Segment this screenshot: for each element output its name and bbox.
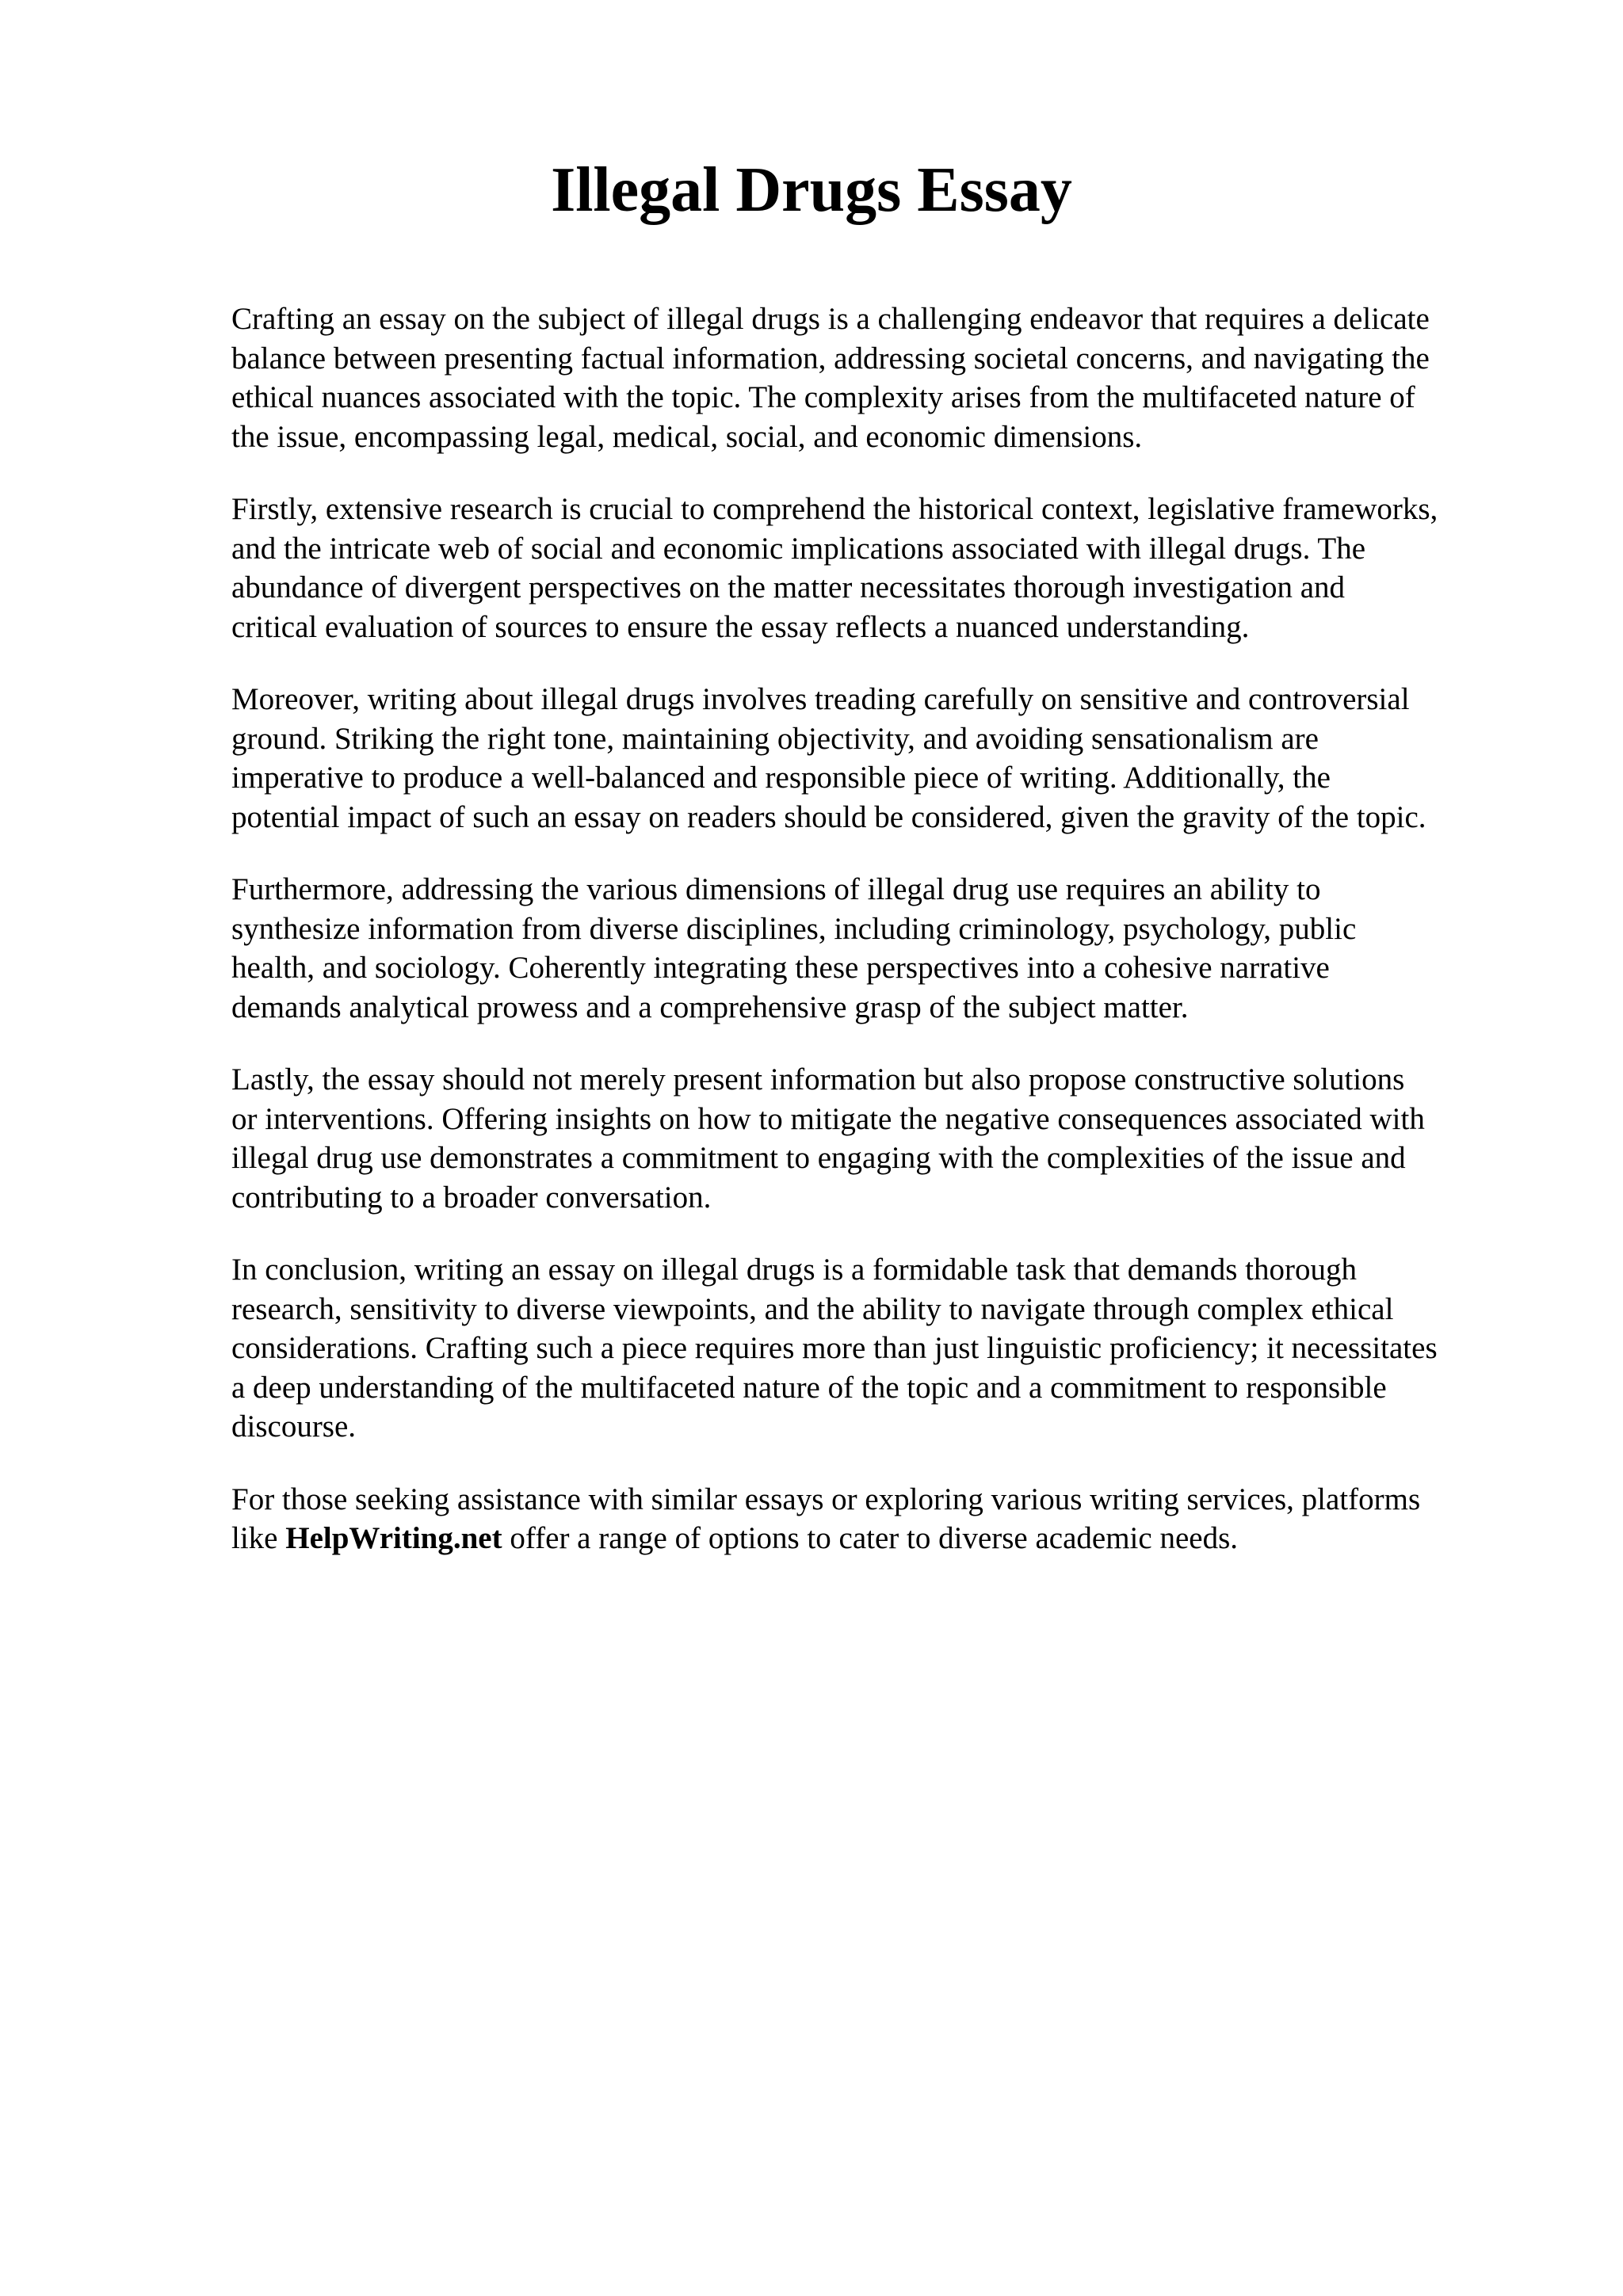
paragraph-3 <box>231 680 1531 837</box>
paragraph-line: synthesize information from diverse disciplines, including criminology, psychology, public <box>231 911 1357 946</box>
closing-prefix: like <box>231 1521 286 1555</box>
paragraph-line: critical evaluation of sources to ensure the essay reflects a nuanced understanding. <box>231 609 1250 644</box>
paragraph-line: discourse. <box>231 1409 357 1444</box>
paragraph-line: In conclusion, writing an essay on illegal drugs is a formidable task that demands thorough <box>231 1253 1357 1287</box>
paragraph-line: and the intricate web of social and economic implications associated with illegal drugs. The <box>231 531 1366 566</box>
paragraph-line: balance between presenting factual information, addressing societal concerns, and navigating the <box>231 341 1430 376</box>
paragraph-line: or interventions. Offering insights on how to mitigate the negative consequences associated with <box>231 1101 1425 1136</box>
paragraph-line: For those seeking assistance with similar essays or exploring various writing services, platforms <box>231 1482 1421 1516</box>
paragraph-line: considerations. Crafting such a piece requires more than just linguistic proficiency; it necessitates <box>231 1331 1438 1365</box>
paragraph-2 <box>231 490 1531 646</box>
paragraph-line: ethical nuances associated with the topic. The complexity arises from the multifaceted nature of <box>231 380 1415 414</box>
paragraph-line: potential impact of such an essay on readers should be considered, given the gravity of the topic. <box>231 799 1426 834</box>
paragraph-line: abundance of divergent perspectives on the matter necessitates thorough investigation and <box>231 570 1346 605</box>
closing-paragraph <box>231 1480 1531 1558</box>
paragraph-line: health, and sociology. Coherently integrating these perspectives into a cohesive narrative <box>231 951 1330 985</box>
paragraph-4 <box>231 870 1531 1027</box>
paragraph-6 <box>231 1250 1531 1447</box>
paragraph-line: demands analytical prowess and a comprehensive grasp of the subject matter. <box>231 990 1189 1024</box>
paragraph-line: Lastly, the essay should not merely present information but also propose constructive solutions <box>231 1062 1405 1097</box>
paragraph-line: illegal drug use demonstrates a commitment to engaging with the complexities of the issue and <box>231 1141 1406 1175</box>
paragraph-5 <box>231 1060 1531 1217</box>
paragraph-line: imperative to produce a well-balanced and responsible piece of writing. Additionally, the <box>231 761 1331 795</box>
paragraph-line <box>231 1519 1531 1558</box>
paragraph-line: the issue, encompassing legal, medical, social, and economic dimensions. <box>231 419 1143 454</box>
paragraph-line: Furthermore, addressing the various dimensions of illegal drug use requires an ability to <box>231 872 1321 906</box>
document-body <box>231 299 1531 1592</box>
closing-suffix: offer a range of options to cater to diverse academic needs. <box>502 1521 1238 1555</box>
paragraph-line: Firstly, extensive research is crucial to comprehend the historical context, legislative frameworks, <box>231 492 1438 526</box>
document-title: Illegal Drugs Essay <box>551 155 1072 225</box>
paragraph-line: a deep understanding of the multifaceted nature of the topic and a commitment to responsible <box>231 1370 1387 1405</box>
brand-link[interactable]: HelpWriting.net <box>285 1521 502 1555</box>
paragraph-line: ground. Striking the right tone, maintaining objectivity, and avoiding sensationalism are <box>231 721 1319 756</box>
paragraph-1 <box>231 299 1531 456</box>
paragraph-line: Crafting an essay on the subject of illegal drugs is a challenging endeavor that requires a delicate <box>231 302 1430 336</box>
paragraph-line: research, sensitivity to diverse viewpoints, and the ability to navigate through complex ethical <box>231 1291 1394 1326</box>
paragraph-line: contributing to a broader conversation. <box>231 1180 712 1215</box>
paragraph-line: Moreover, writing about illegal drugs involves treading carefully on sensitive and controversial <box>231 682 1410 716</box>
